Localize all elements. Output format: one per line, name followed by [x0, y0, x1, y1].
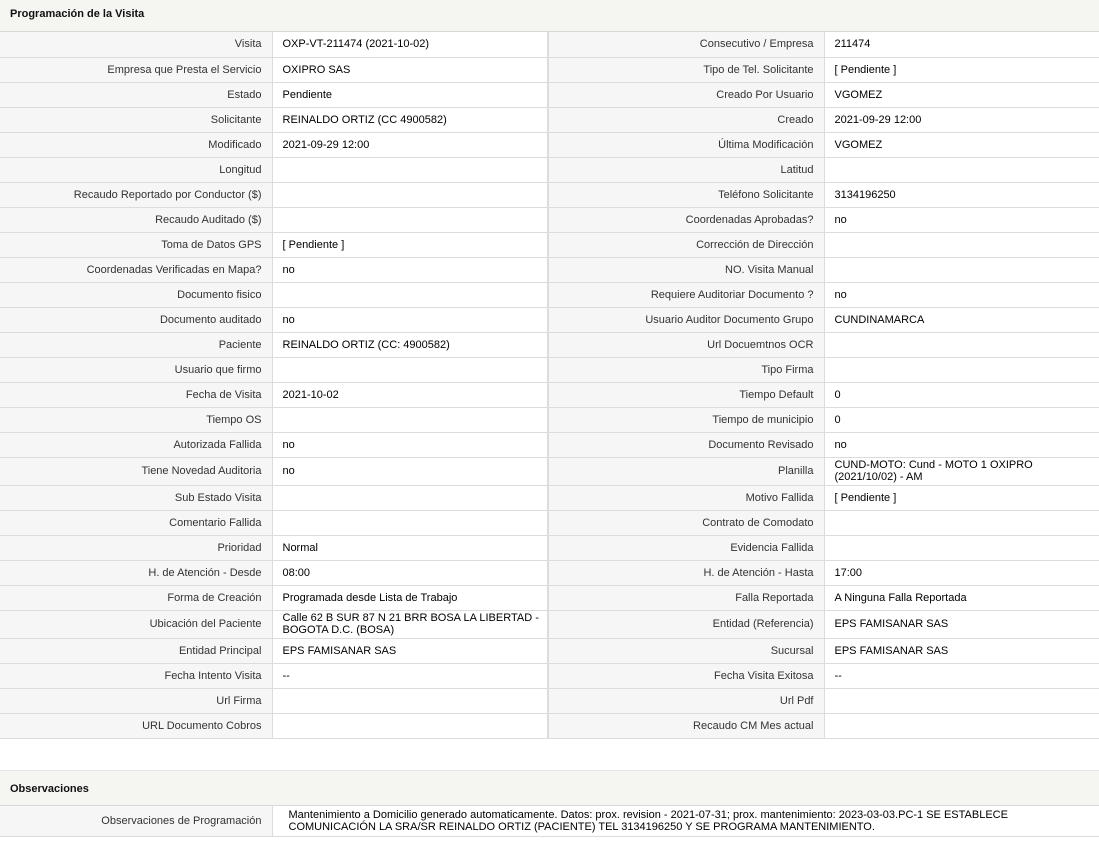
detail-row [0, 688, 1099, 713]
field-value [824, 510, 1099, 535]
field-value: no [824, 432, 1099, 457]
detail-row [0, 57, 1099, 82]
field-value: Calle 62 B SUR 87 N 21 BRR BOSA LA LIBERTAD - BOGOTA D.C. (BOSA) [272, 610, 548, 638]
field-value [272, 407, 548, 432]
detail-row [0, 257, 1099, 282]
field-label: Usuario que firmo [0, 357, 272, 382]
field-label: Tipo de Tel. Solicitante [548, 57, 824, 82]
field-label: Paciente [0, 332, 272, 357]
field-label: Creado Por Usuario [548, 82, 824, 107]
field-value: 2021-09-29 12:00 [824, 107, 1099, 132]
detail-row [0, 585, 1099, 610]
field-label: Tiempo Default [548, 382, 824, 407]
field-value: [ Pendiente ] [272, 232, 548, 257]
field-label: Forma de Creación [0, 585, 272, 610]
field-value: EPS FAMISANAR SAS [824, 638, 1099, 663]
field-value [272, 688, 548, 713]
detail-row [0, 560, 1099, 585]
detail-row [0, 157, 1099, 182]
detail-row [0, 107, 1099, 132]
field-label: Latitud [548, 157, 824, 182]
section-title-programacion: Programación de la Visita [0, 0, 1099, 32]
field-value: EPS FAMISANAR SAS [272, 638, 548, 663]
field-label: Requiere Auditoriar Documento ? [548, 282, 824, 307]
field-value: no [272, 432, 548, 457]
field-value: [ Pendiente ] [824, 485, 1099, 510]
field-label: Coordenadas Verificadas en Mapa? [0, 257, 272, 282]
field-label: Ubicación del Paciente [0, 610, 272, 638]
detail-row [0, 610, 1099, 638]
field-value: 3134196250 [824, 182, 1099, 207]
detail-row [0, 535, 1099, 560]
detail-row [0, 638, 1099, 663]
detail-row [0, 32, 1099, 57]
field-label: H. de Atención - Desde [0, 560, 272, 585]
field-value: -- [272, 663, 548, 688]
field-label: Sucursal [548, 638, 824, 663]
field-label: Visita [0, 32, 272, 57]
field-label: Documento fisico [0, 282, 272, 307]
section-title-observaciones: Observaciones [0, 770, 1099, 806]
field-label: Url Docuemtnos OCR [548, 332, 824, 357]
field-value: REINALDO ORTIZ (CC: 4900582) [272, 332, 548, 357]
field-value [824, 332, 1099, 357]
field-value [272, 510, 548, 535]
field-value: 2021-09-29 12:00 [272, 132, 548, 157]
field-value [824, 535, 1099, 560]
detail-row [0, 485, 1099, 510]
field-value: 0 [824, 382, 1099, 407]
field-label: Contrato de Comodato [548, 510, 824, 535]
field-value: -- [824, 663, 1099, 688]
field-value: OXIPRO SAS [272, 57, 548, 82]
field-label: Teléfono Solicitante [548, 182, 824, 207]
field-label: Falla Reportada [548, 585, 824, 610]
field-value: Programada desde Lista de Trabajo [272, 585, 548, 610]
field-value [272, 485, 548, 510]
field-label: Fecha de Visita [0, 382, 272, 407]
field-value: CUND-MOTO: Cund - MOTO 1 OXIPRO (2021/10/02) - AM [824, 457, 1099, 485]
observaciones-label: Observaciones de Programación [0, 806, 272, 836]
field-value: 2021-10-02 [272, 382, 548, 407]
detail-row [0, 357, 1099, 382]
field-label: Consecutivo / Empresa [548, 32, 824, 57]
field-value: VGOMEZ [824, 82, 1099, 107]
field-value [272, 357, 548, 382]
field-label: Entidad Principal [0, 638, 272, 663]
field-value: [ Pendiente ] [824, 57, 1099, 82]
field-label: Comentario Fallida [0, 510, 272, 535]
visit-details-table [0, 32, 1099, 739]
field-label: Usuario Auditor Documento Grupo [548, 307, 824, 332]
field-label: Estado [0, 82, 272, 107]
observaciones-row [0, 806, 1099, 836]
detail-row [0, 207, 1099, 232]
field-value [824, 257, 1099, 282]
field-label: Fecha Intento Visita [0, 663, 272, 688]
field-value [824, 232, 1099, 257]
detail-row [0, 432, 1099, 457]
detail-row [0, 182, 1099, 207]
field-label: Creado [548, 107, 824, 132]
field-value: no [272, 257, 548, 282]
detail-row [0, 332, 1099, 357]
field-value: 08:00 [272, 560, 548, 585]
detail-row [0, 713, 1099, 738]
field-value: EPS FAMISANAR SAS [824, 610, 1099, 638]
field-label: Corrección de Dirección [548, 232, 824, 257]
field-value [824, 688, 1099, 713]
field-value [824, 357, 1099, 382]
field-value: no [272, 457, 548, 485]
field-label: Url Firma [0, 688, 272, 713]
observaciones-value: Mantenimiento a Domicilio generado automaticamente. Datos: prox. revision - 2021-07-31; prox. mantenimiento: 2023-03-03.PC-1 SE ESTABLECE COMUNICACIÓN LA SRA/SR REINALDO ORTIZ (PACIENTE) TEL 3134196250 Y SE PROGRAMA MANTENIMIENTO. [272, 806, 1099, 836]
field-value: 17:00 [824, 560, 1099, 585]
field-label: Solicitante [0, 107, 272, 132]
field-label: Entidad (Referencia) [548, 610, 824, 638]
detail-row [0, 382, 1099, 407]
field-label: Coordenadas Aprobadas? [548, 207, 824, 232]
field-value: 211474 [824, 32, 1099, 57]
field-value: no [824, 207, 1099, 232]
field-value [272, 713, 548, 738]
field-label: Modificado [0, 132, 272, 157]
field-label: Recaudo CM Mes actual [548, 713, 824, 738]
field-label: Fecha Visita Exitosa [548, 663, 824, 688]
field-value: no [824, 282, 1099, 307]
field-label: Url Pdf [548, 688, 824, 713]
field-value: VGOMEZ [824, 132, 1099, 157]
field-label: Última Modificación [548, 132, 824, 157]
field-label: Tipo Firma [548, 357, 824, 382]
detail-row [0, 407, 1099, 432]
field-label: Prioridad [0, 535, 272, 560]
field-label: Tiempo OS [0, 407, 272, 432]
field-value [272, 157, 548, 182]
field-value [272, 207, 548, 232]
field-label: Empresa que Presta el Servicio [0, 57, 272, 82]
detail-row [0, 82, 1099, 107]
field-value [824, 157, 1099, 182]
field-value: OXP-VT-211474 (2021-10-02) [272, 32, 548, 57]
field-label: NO. Visita Manual [548, 257, 824, 282]
field-label: Motivo Fallida [548, 485, 824, 510]
field-value: REINALDO ORTIZ (CC 4900582) [272, 107, 548, 132]
detail-row [0, 232, 1099, 257]
field-value: CUNDINAMARCA [824, 307, 1099, 332]
field-label: URL Documento Cobros [0, 713, 272, 738]
field-label: Longitud [0, 157, 272, 182]
field-label: H. de Atención - Hasta [548, 560, 824, 585]
field-label: Recaudo Reportado por Conductor ($) [0, 182, 272, 207]
field-label: Documento Revisado [548, 432, 824, 457]
field-value: no [272, 307, 548, 332]
field-value: A Ninguna Falla Reportada [824, 585, 1099, 610]
detail-row [0, 457, 1099, 485]
detail-row [0, 663, 1099, 688]
detail-row [0, 307, 1099, 332]
field-label: Planilla [548, 457, 824, 485]
field-value: Normal [272, 535, 548, 560]
field-label: Recaudo Auditado ($) [0, 207, 272, 232]
field-label: Toma de Datos GPS [0, 232, 272, 257]
field-label: Tiene Novedad Auditoria [0, 457, 272, 485]
field-label: Tiempo de municipio [548, 407, 824, 432]
detail-row [0, 282, 1099, 307]
field-value [272, 282, 548, 307]
field-value: 0 [824, 407, 1099, 432]
field-value: Pendiente [272, 82, 548, 107]
field-value [272, 182, 548, 207]
detail-row [0, 510, 1099, 535]
field-label: Sub Estado Visita [0, 485, 272, 510]
field-label: Documento auditado [0, 307, 272, 332]
field-label: Autorizada Fallida [0, 432, 272, 457]
field-value [824, 713, 1099, 738]
field-label: Evidencia Fallida [548, 535, 824, 560]
observaciones-table [0, 806, 1099, 837]
detail-row [0, 132, 1099, 157]
